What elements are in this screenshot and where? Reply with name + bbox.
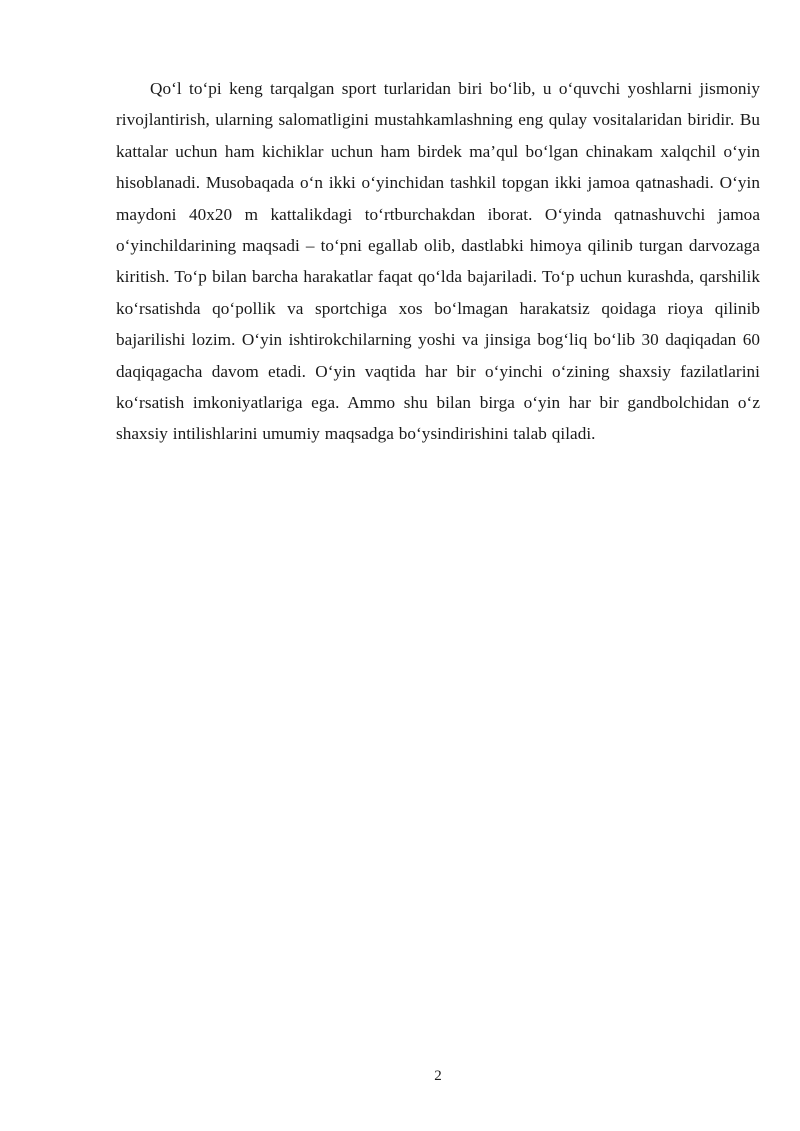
body-paragraph: Qo‘l to‘pi keng tarqalgan sport turlaridan biri bo‘lib, u o‘quvchi yoshlarni jismoniy rivojlantirish, ularning salomatligini mustahkamlashning eng qulay vositalaridan biridir. Bu kattalar uchun ham kichiklar uchun ham birdek ma’qul bo‘lgan chinakam xalqchil o‘yin hisoblanadi. Musobaqada o‘n ikki o‘yinchidan tashkil topgan ikki jamoa qatnashadi. O‘yin maydoni 40x20 m kattalikdagi to‘rtburchakdan iborat. O‘yinda qatnashuvchi jamoa o‘yinchildarining maqsadi – to‘pni egallab olib, dastlabki himoya qilinib turgan darvozaga kiritish. To‘p bilan barcha harakatlar faqat qo‘lda bajariladi. To‘p uchun kurashda, qarshilik ko‘rsatishda qo‘pollik va sportchiga xos bo‘lmagan harakatsiz qoidaga rioya qilinib bajarilishi lozim. O‘yin ishtirokchilarning yoshi va jinsiga bog‘liq bo‘lib 30 daqiqadan 60 daqiqagacha davom etadi. O‘yin vaqtida har bir o‘yinchi o‘zining shaxsiy fazilatlarini ko‘rsatish imkoniyatlariga ega. Ammo shu bilan birga o‘yin har bir gandbolchidan o‘z shaxsiy intilishlarini umumiy maqsadga bo‘ysindirishini talab qiladi. (116, 79, 760, 444)
page-number: 2 (434, 1068, 442, 1084)
